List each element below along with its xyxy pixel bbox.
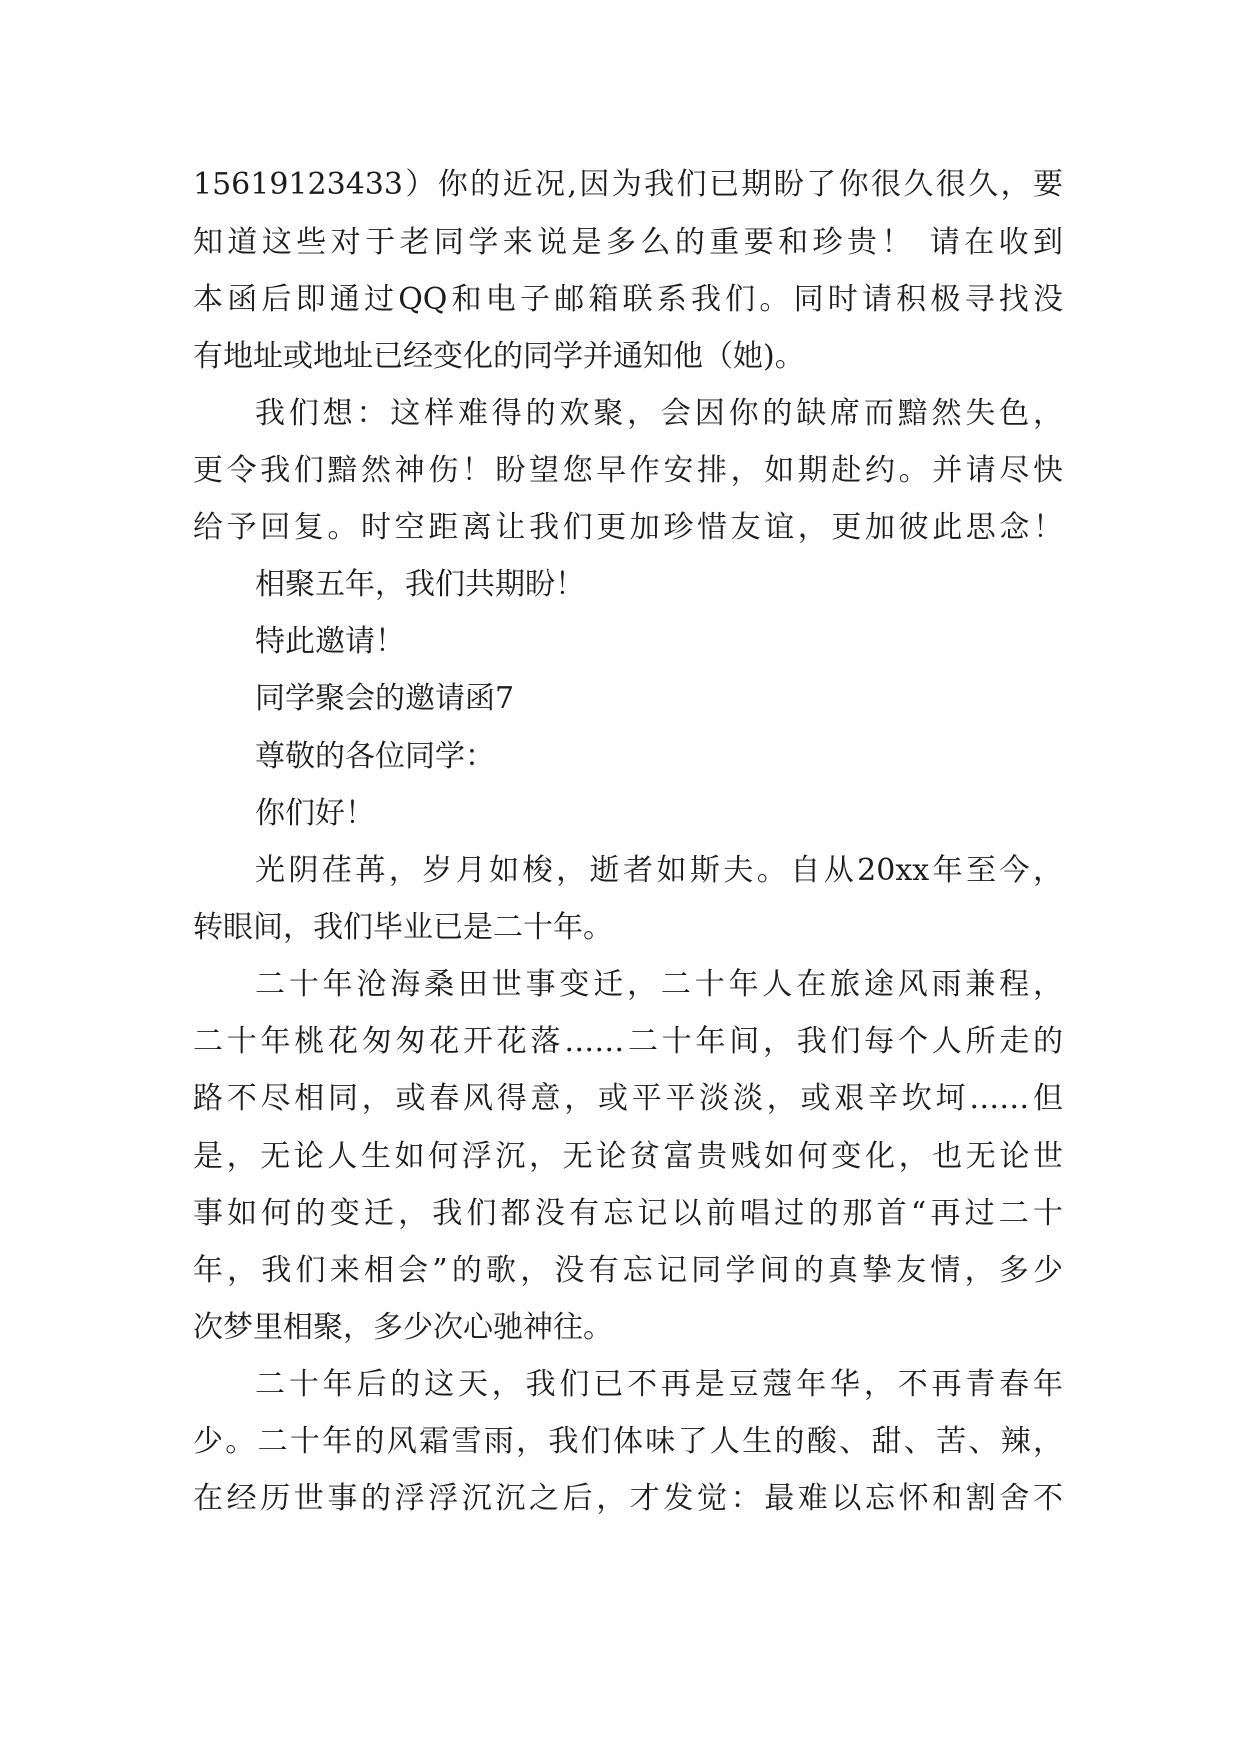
text-line: 有地址或地址已经变化的同学并通知他（她)。 bbox=[193, 339, 805, 374]
text-line: 更令我们黯然神伤！盼望您早作安排，如期赴约。并请尽快 bbox=[193, 453, 1063, 488]
text-line: 你们好！ bbox=[255, 796, 375, 831]
text-line: 相聚五年，我们共期盼！ bbox=[255, 567, 585, 602]
text-line: 路不尽相同，或春风得意，或平平淡淡，或艰辛坎坷……但 bbox=[193, 1081, 1063, 1116]
text-line: 在经历世事的浮浮沉沉之后，才发觉：最难以忘怀和割舍不 bbox=[193, 1481, 1063, 1516]
text-line: 二十年桃花匆匆花开花落……二十年间，我们每个人所走的 bbox=[193, 1024, 1063, 1059]
text-line: 15619123433）你的近况,因为我们已期盼了你很久很久，要 bbox=[193, 167, 1063, 202]
text-line: 我们想：这样难得的欢聚，会因你的缺席而黯然失色， bbox=[255, 396, 1063, 431]
text-line: 少。二十年的风霜雪雨，我们体味了人生的酸、甜、苦、辣， bbox=[193, 1424, 1063, 1459]
text-line: 年，我们来相会”的歌，没有忘记同学间的真挚友情，多少 bbox=[193, 1253, 1063, 1288]
text-line: 给予回复。时空距离让我们更加珍惜友谊，更加彼此思念！ bbox=[193, 510, 1063, 545]
text-line: 光阴荏苒，岁月如梭，逝者如斯夫。自从20xx年至今， bbox=[255, 853, 1063, 888]
text-line: 是，无论人生如何浮沉，无论贫富贵贱如何变化，也无论世 bbox=[193, 1139, 1063, 1174]
text-line: 次梦里相聚，多少次心驰神往。 bbox=[193, 1310, 613, 1345]
text-line: 二十年沧海桑田世事变迁，二十年人在旅途风雨兼程， bbox=[255, 967, 1063, 1002]
text-line: 转眼间，我们毕业已是二十年。 bbox=[193, 910, 613, 945]
text-line: 事如何的变迁，我们都没有忘记以前唱过的那首“再过二十 bbox=[193, 1196, 1063, 1231]
text-line: 尊敬的各位同学： bbox=[255, 739, 495, 774]
text-line: 本函后即通过QQ和电子邮箱联系我们。同时请积极寻找没 bbox=[193, 282, 1063, 317]
text-line: 二十年后的这天，我们已不再是豆蔻年华，不再青春年 bbox=[255, 1367, 1063, 1402]
text-line: 同学聚会的邀请函7 bbox=[255, 681, 515, 716]
text-line: 特此邀请！ bbox=[255, 624, 405, 659]
text-line: 知道这些对于老同学来说是多么的重要和珍贵！ 请在收到 bbox=[193, 225, 1063, 260]
